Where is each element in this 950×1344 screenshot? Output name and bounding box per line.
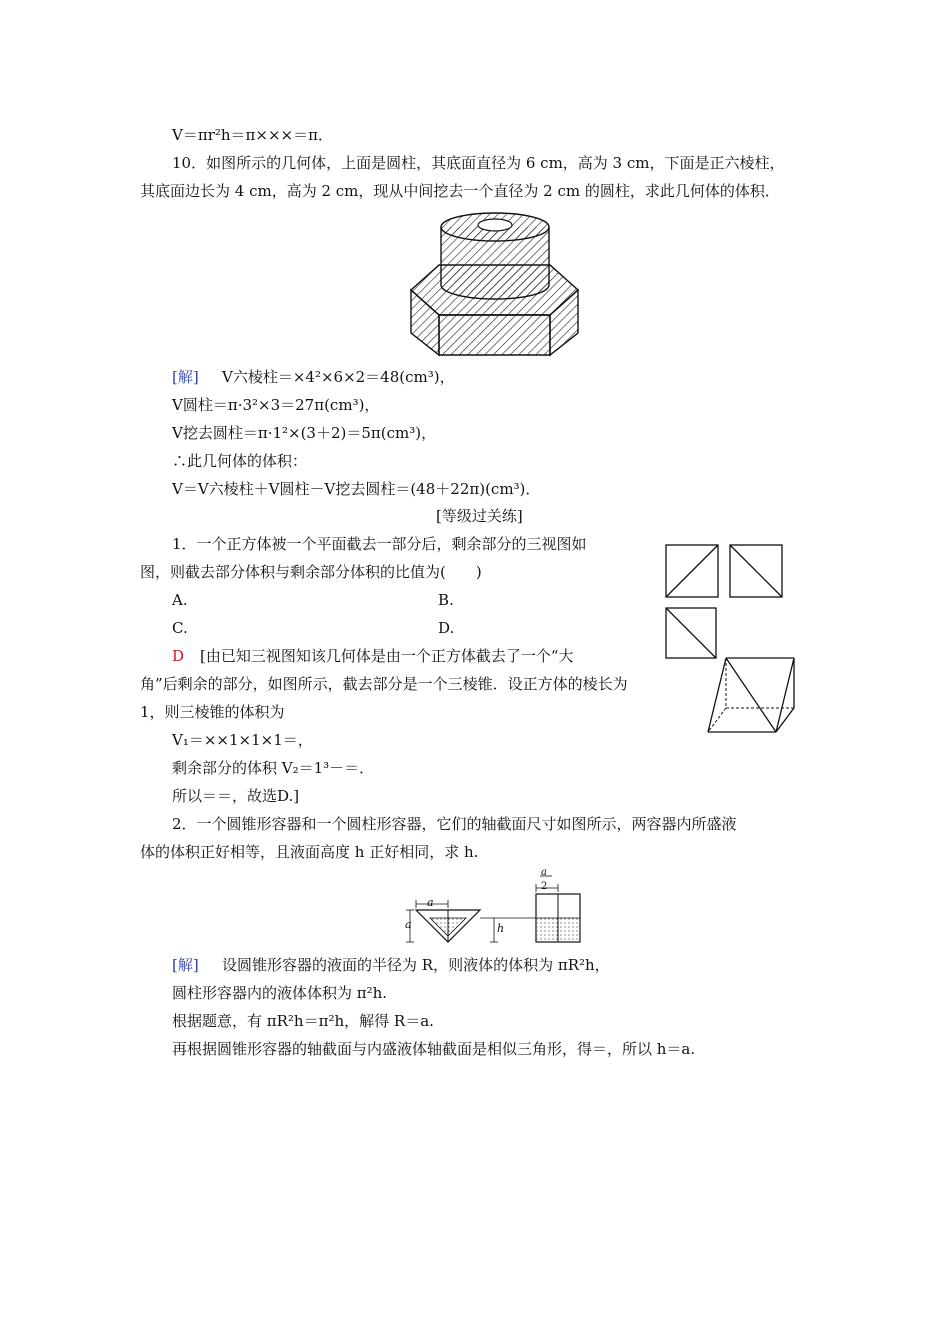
label-a-left: a	[427, 896, 434, 909]
solution-line2: V圆柱＝π·3²×3＝27π(cm³)，	[172, 396, 380, 414]
solution-line5: V＝V六棱柱＋V圆柱－V挖去圆柱＝(48＋22π)(cm³)．	[172, 480, 541, 498]
option-c: C.	[172, 619, 188, 637]
section-heading: [等级过关练]	[436, 507, 523, 525]
solution2-tag: [解]	[172, 956, 199, 974]
solid-figure	[405, 205, 585, 357]
answer-line3: 1，则三棱锥的体积为	[140, 703, 285, 721]
question-2-line1: 2．一个圆锥形容器和一个圆柱形容器，它们的轴截面尺寸如图所示，两容器内所盛液	[172, 815, 737, 833]
option-b: B.	[438, 591, 454, 609]
label-a-top: a	[541, 867, 547, 878]
solution2-line2: 圆柱形容器内的液体体积为 π²h.	[172, 984, 388, 1002]
label-h: h	[497, 922, 505, 935]
cut-cube-figure	[700, 650, 800, 740]
solution-line4: ∴此几何体的体积：	[172, 452, 308, 470]
option-d: D.	[438, 619, 455, 637]
solution-line3: V挖去圆柱＝π·1²×(3＋2)＝5π(cm³)，	[172, 424, 437, 442]
option-a: A.	[172, 591, 188, 609]
label-two: 2	[541, 881, 548, 892]
question-1-line1: 1．一个正方体被一个平面截去一部分后，剩余部分的三视图如	[172, 535, 587, 553]
answer-line1: [由已知三视图知该几何体是由一个正方体截去了一个“大	[200, 647, 574, 665]
solution-tag: [解]	[172, 368, 199, 386]
answer-line4: V₁＝××1×1×1＝，	[172, 731, 313, 749]
formula-line: V＝πr²h＝π×××＝π．	[172, 126, 333, 144]
answer-letter: D	[172, 647, 185, 665]
solution-line1: V六棱柱＝×4²×6×2＝48(cm³)，	[222, 368, 455, 386]
question-2-line2: 体的体积正好相等，且液面高度 h 正好相同，求 h.	[140, 843, 479, 861]
solution2-line1: 设圆锥形容器的液面的半径为 R，则液体的体积为 πR²h，	[222, 956, 610, 974]
answer-line6: 所以＝＝，故选D.]	[172, 787, 300, 805]
solution2-line4: 再根据圆锥形容器的轴截面与内盛液体轴截面是相似三角形，得＝，所以 h＝a.	[172, 1040, 696, 1058]
answer-line2: 角”后剩余的部分，如图所示，截去部分是一个三棱锥．设正方体的棱长为	[140, 675, 628, 693]
answer-line5: 剩余部分的体积 V₂＝1³－＝．	[172, 759, 375, 777]
solution2-line3: 根据题意，有 πR²h＝π²h，解得 R＝a.	[172, 1012, 434, 1030]
question-10-line1: 10．如图所示的几何体，上面是圆柱，其底面直径为 6 cm，高为 3 cm，下面是正六棱柱，	[172, 154, 785, 172]
label-a-vertical: a	[405, 918, 412, 931]
three-views-figure	[660, 540, 790, 662]
question-1-line2: 图，则截去部分体积与剩余部分体积的比值为( )	[140, 563, 482, 581]
question-10-line2: 其底面边长为 4 cm，高为 2 cm，现从中间挖去一个直径为 2 cm 的圆柱，求此几何体的体积．	[140, 182, 780, 200]
